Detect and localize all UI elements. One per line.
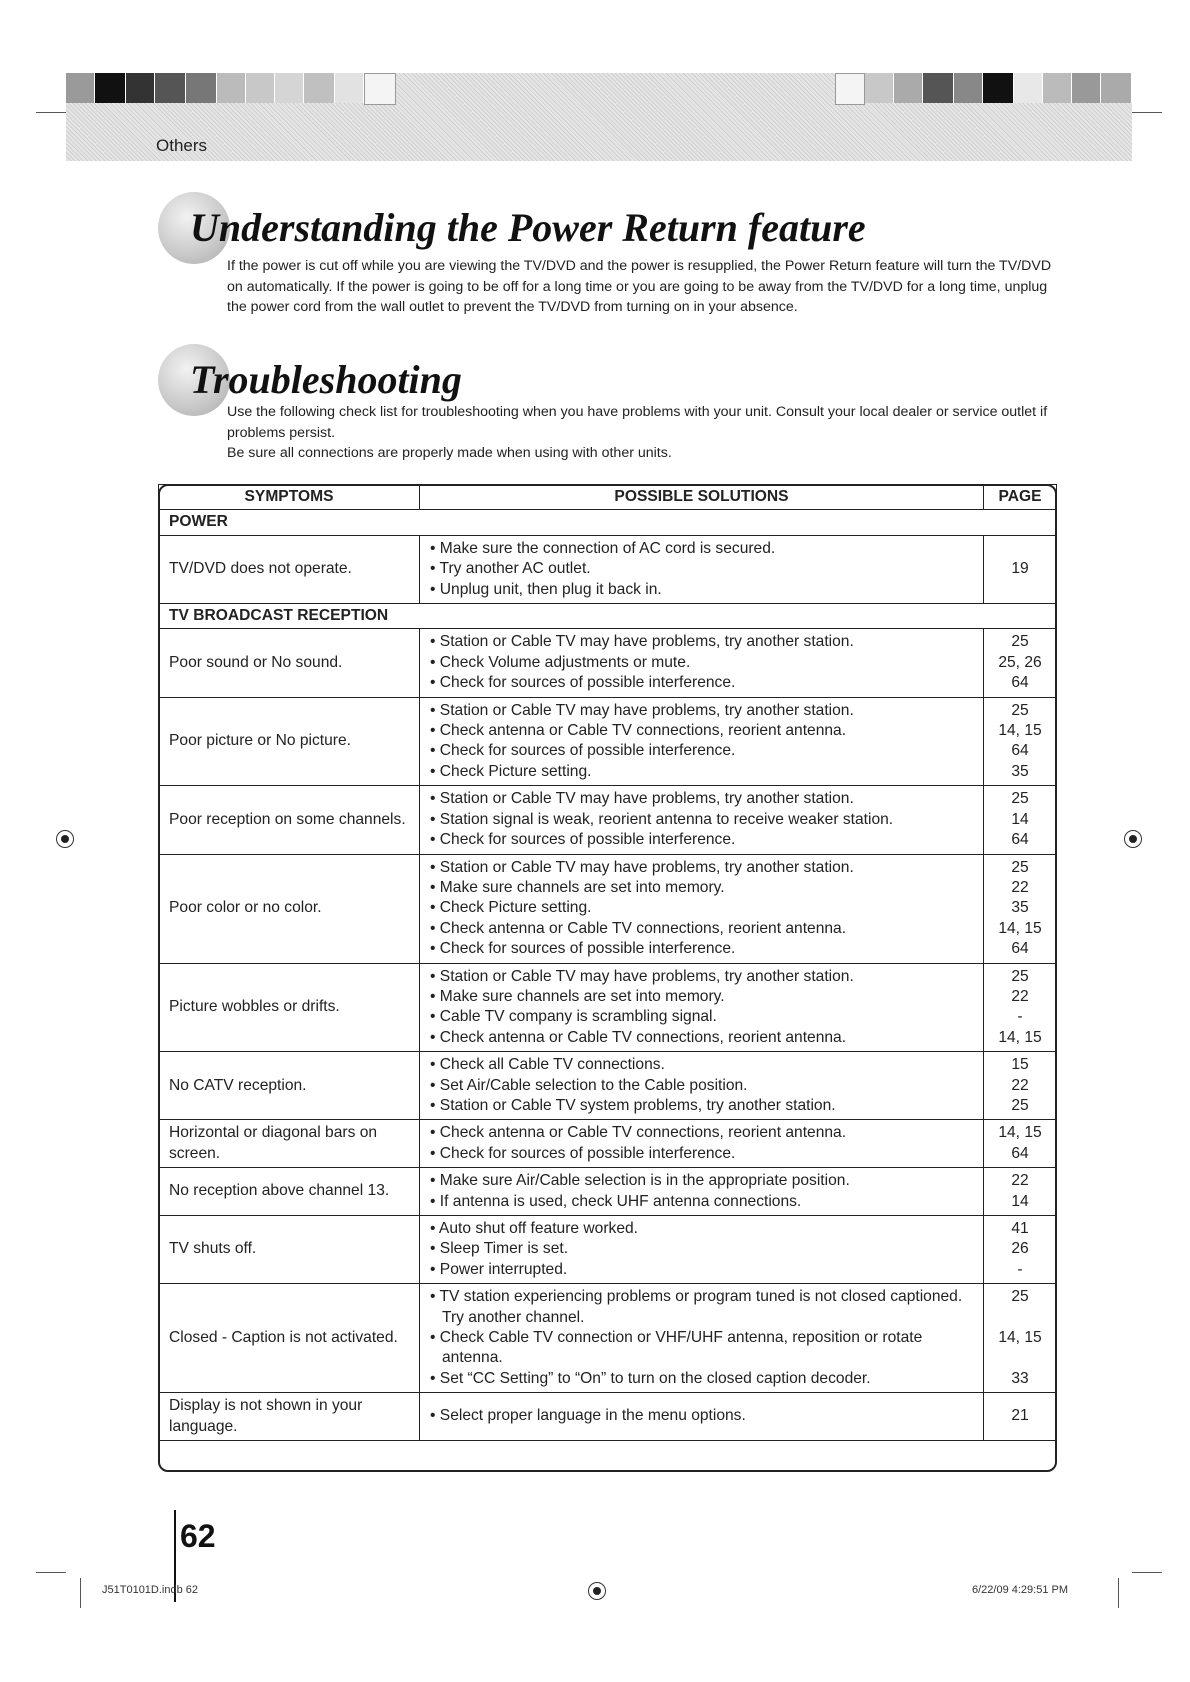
solution-item: • Check antenna or Cable TV connections, reorient antenna. bbox=[430, 1124, 847, 1142]
page-ref: 14, 15 bbox=[998, 919, 1042, 937]
solutions-cell bbox=[420, 629, 984, 697]
solutions-cell bbox=[420, 1393, 984, 1441]
solution-item: • Make sure the connection of AC cord is secured. bbox=[430, 539, 776, 557]
footer-file: J51T0101D.indb 62 bbox=[102, 1584, 199, 1596]
category-row bbox=[159, 510, 1057, 535]
page-ref: 25 bbox=[1011, 1288, 1029, 1306]
page-ref: 64 bbox=[1011, 674, 1029, 692]
tv-section bbox=[159, 604, 1057, 1441]
page-ref: 22 bbox=[1011, 1172, 1029, 1190]
power-return-title: Understanding the Power Return feature bbox=[190, 205, 866, 250]
page-ref: 14, 15 bbox=[998, 722, 1042, 740]
page-ref: 25, 26 bbox=[998, 653, 1042, 671]
page-cell bbox=[984, 963, 1057, 1052]
registration-mark-icon bbox=[56, 830, 74, 848]
troubleshooting-table bbox=[158, 484, 1057, 1441]
solution-item: • Select proper language in the menu options. bbox=[430, 1407, 746, 1425]
solutions-cell bbox=[420, 697, 984, 786]
table-row bbox=[159, 786, 1057, 854]
page-cell bbox=[984, 1052, 1057, 1120]
solution-item: • Station or Cable TV may have problems, try another station. bbox=[430, 858, 854, 876]
solution-item: • Station or Cable TV may have problems, try another station. bbox=[430, 790, 854, 808]
solution-item: • Unplug unit, then plug it back in. bbox=[430, 580, 662, 598]
troubleshooting-body bbox=[227, 402, 1067, 464]
solution-item: • Auto shut off feature worked. bbox=[430, 1220, 639, 1237]
table-row bbox=[159, 1284, 1057, 1393]
solution-item: • Check for sources of possible interference. bbox=[430, 940, 736, 958]
table-row bbox=[159, 1120, 1057, 1168]
symptom-cell: TV shuts off. bbox=[159, 1216, 420, 1284]
category-tv: TV BROADCAST RECEPTION bbox=[159, 604, 1057, 629]
page-ref: 35 bbox=[1011, 899, 1029, 917]
page-cell bbox=[984, 854, 1057, 963]
solutions-cell bbox=[420, 1052, 984, 1120]
solution-item: • Check antenna or Cable TV connections, reorient antenna. bbox=[430, 722, 847, 740]
solution-item: • Try another AC outlet. bbox=[430, 560, 591, 578]
page-ref: 64 bbox=[1011, 1144, 1029, 1162]
page-cell bbox=[984, 786, 1057, 854]
symptom-cell: Picture wobbles or drifts. bbox=[159, 963, 420, 1052]
symptom-cell: Poor picture or No picture. bbox=[159, 697, 420, 786]
registration-mark-icon bbox=[588, 1582, 606, 1600]
solution-item: • Set Air/Cable selection to the Cable position. bbox=[430, 1076, 748, 1094]
solution-item: • Check for sources of possible interference. bbox=[430, 831, 736, 849]
solution-item: • Check Cable TV connection or VHF/UHF antenna, reposition or rotate antenna. bbox=[430, 1329, 923, 1367]
table-row bbox=[159, 963, 1057, 1052]
page-ref: 25 bbox=[1011, 633, 1029, 651]
page-ref: 22 bbox=[1011, 878, 1029, 896]
page-ref: 64 bbox=[1011, 742, 1029, 760]
troubleshooting-text-1: Use the following check list for troubleshooting when you have problems with your unit. Consult your local dealer or service outlet if problems persist. bbox=[227, 404, 1048, 441]
page-ref: 14, 15 bbox=[998, 1329, 1042, 1347]
table-row bbox=[159, 629, 1057, 697]
solution-item: • Check Picture setting. bbox=[430, 899, 592, 917]
solution-item: • Station or Cable TV may have problems, try another station. bbox=[430, 967, 854, 985]
page-cell bbox=[984, 1284, 1057, 1393]
page-ref: 15 bbox=[1011, 1056, 1029, 1074]
table-row bbox=[159, 1393, 1057, 1441]
solutions-cell bbox=[420, 786, 984, 854]
page-ref: 25 bbox=[1011, 858, 1029, 876]
solutions-cell bbox=[420, 1284, 984, 1393]
page-ref: 22 bbox=[1011, 987, 1029, 1005]
table-row bbox=[159, 1216, 1057, 1284]
solution-item: • Check for sources of possible interference. bbox=[430, 1144, 736, 1162]
solutions-cell bbox=[420, 1216, 984, 1284]
page-cell bbox=[984, 1393, 1057, 1441]
solution-item: • Check all Cable TV connections. bbox=[430, 1056, 665, 1074]
crop-mark bbox=[1118, 1578, 1119, 1608]
troubleshooting-text-2: Be sure all connections are properly made when using with other units. bbox=[227, 445, 672, 461]
crop-mark bbox=[36, 1572, 66, 1573]
solution-item: • Station or Cable TV may have problems, try another station. bbox=[430, 701, 854, 719]
solution-item: • Station or Cable TV may have problems, try another station. bbox=[430, 633, 854, 651]
page-cell bbox=[984, 1216, 1057, 1284]
power-return-body bbox=[227, 256, 1067, 318]
registration-mark-icon bbox=[1124, 830, 1142, 848]
crop-mark bbox=[1132, 112, 1162, 113]
page-ref: 21 bbox=[1011, 1407, 1029, 1425]
header-page: PAGE bbox=[984, 485, 1057, 510]
solution-item: • TV station experiencing problems or program tuned is not closed captioned. Try another channel. bbox=[430, 1288, 963, 1326]
solution-item: • Check antenna or Cable TV connections, reorient antenna. bbox=[430, 1028, 847, 1046]
page-ref bbox=[988, 580, 1052, 600]
page-ref: 14 bbox=[1011, 1192, 1029, 1210]
page-ref: - bbox=[1017, 1260, 1023, 1278]
page-ref: 14, 15 bbox=[998, 1124, 1042, 1142]
page-ref: 64 bbox=[1011, 940, 1029, 958]
solution-item: • Check for sources of possible interference. bbox=[430, 674, 736, 692]
header-symptoms: SYMPTOMS bbox=[159, 485, 420, 510]
table-row bbox=[159, 535, 1057, 603]
section-label: Others bbox=[156, 136, 208, 155]
page-cell bbox=[984, 1168, 1057, 1216]
solution-item: • Make sure channels are set into memory. bbox=[430, 987, 725, 1005]
crop-mark bbox=[36, 112, 66, 113]
page-number: 62 bbox=[180, 1518, 216, 1554]
solution-item: • Check Volume adjustments or mute. bbox=[430, 653, 691, 671]
symptom-cell: Display is not shown in your language. bbox=[159, 1393, 420, 1441]
page-cell bbox=[984, 697, 1057, 786]
page-ref: 64 bbox=[1011, 831, 1029, 849]
crop-mark bbox=[1132, 1572, 1162, 1573]
table-row bbox=[159, 697, 1057, 786]
solution-item: • Make sure channels are set into memory. bbox=[430, 878, 725, 896]
page-ref: 25 bbox=[1011, 790, 1029, 808]
solutions-cell bbox=[420, 854, 984, 963]
solution-item: • Set “CC Setting” to “On” to turn on the closed caption decoder. bbox=[430, 1369, 871, 1387]
troubleshooting-title: Troubleshooting bbox=[190, 357, 462, 402]
solutions-cell bbox=[420, 535, 984, 603]
solutions-cell bbox=[420, 963, 984, 1052]
table-row bbox=[159, 854, 1057, 963]
power-section bbox=[159, 510, 1057, 604]
page-ref: 14, 15 bbox=[998, 1028, 1042, 1046]
solutions-cell bbox=[420, 1168, 984, 1216]
table-row bbox=[159, 1052, 1057, 1120]
power-return-text: If the power is cut off while you are viewing the TV/DVD and the power is resupplied, the Power Return feature will turn the TV/DVD on automatically. If the power is going to be off for a long time or you are going to be away from the TV/DVD for a long time, unplug the power cord from the wall outlet to prevent the TV/DVD from turning on in your absence. bbox=[227, 258, 1052, 315]
page-ref: 19 bbox=[1011, 560, 1029, 578]
page-ref: 22 bbox=[1011, 1076, 1029, 1094]
solution-item: • Cable TV company is scrambling signal. bbox=[430, 1008, 717, 1026]
symptom-cell: Poor reception on some channels. bbox=[159, 786, 420, 854]
solution-item: • Check Picture setting. bbox=[430, 762, 592, 780]
page-ref: 35 bbox=[1011, 762, 1029, 780]
page-ref: 25 bbox=[1011, 967, 1029, 985]
symptom-cell: TV/DVD does not operate. bbox=[159, 535, 420, 603]
table-row bbox=[159, 1168, 1057, 1216]
header-color-strip bbox=[66, 73, 1132, 103]
page-ref: 14 bbox=[1011, 810, 1029, 828]
solution-item: • Power interrupted. bbox=[430, 1260, 568, 1278]
solutions-cell bbox=[420, 1120, 984, 1168]
symptom-cell: No CATV reception. bbox=[159, 1052, 420, 1120]
page-ref bbox=[988, 539, 1052, 559]
header-solutions: POSSIBLE SOLUTIONS bbox=[420, 485, 984, 510]
symptom-cell: Poor color or no color. bbox=[159, 854, 420, 963]
category-row bbox=[159, 604, 1057, 629]
symptom-cell: Poor sound or No sound. bbox=[159, 629, 420, 697]
table-header-row bbox=[159, 485, 1057, 510]
footer-timestamp: 6/22/09 4:29:51 PM bbox=[972, 1584, 1069, 1596]
crop-mark bbox=[80, 1578, 81, 1608]
page-ref: 25 bbox=[1011, 701, 1029, 719]
solution-item: • Check for sources of possible interference. bbox=[430, 742, 736, 760]
solution-item: • Station signal is weak, reorient antenna to receive weaker station. bbox=[430, 810, 894, 828]
solution-item: • If antenna is used, check UHF antenna connections. bbox=[430, 1192, 802, 1210]
page-ref: 25 bbox=[1011, 1096, 1029, 1114]
symptom-cell: No reception above channel 13. bbox=[159, 1168, 420, 1216]
page-ref: 41 bbox=[1011, 1220, 1029, 1237]
page-cell bbox=[984, 1120, 1057, 1168]
solution-item: • Check antenna or Cable TV connections, reorient antenna. bbox=[430, 919, 847, 937]
page-cell bbox=[984, 535, 1057, 603]
page-ref: 26 bbox=[1011, 1240, 1029, 1258]
page-ref: 33 bbox=[1011, 1369, 1029, 1387]
symptom-cell: Horizontal or diagonal bars on screen. bbox=[159, 1120, 420, 1168]
solution-item: • Sleep Timer is set. bbox=[430, 1240, 569, 1258]
solution-item: • Station or Cable TV system problems, try another station. bbox=[430, 1096, 836, 1114]
symptom-cell: Closed - Caption is not activated. bbox=[159, 1284, 420, 1393]
page-ref: - bbox=[1017, 1008, 1023, 1026]
category-power: POWER bbox=[159, 510, 1057, 535]
solution-item: • Make sure Air/Cable selection is in the appropriate position. bbox=[430, 1172, 850, 1190]
page-cell bbox=[984, 629, 1057, 697]
